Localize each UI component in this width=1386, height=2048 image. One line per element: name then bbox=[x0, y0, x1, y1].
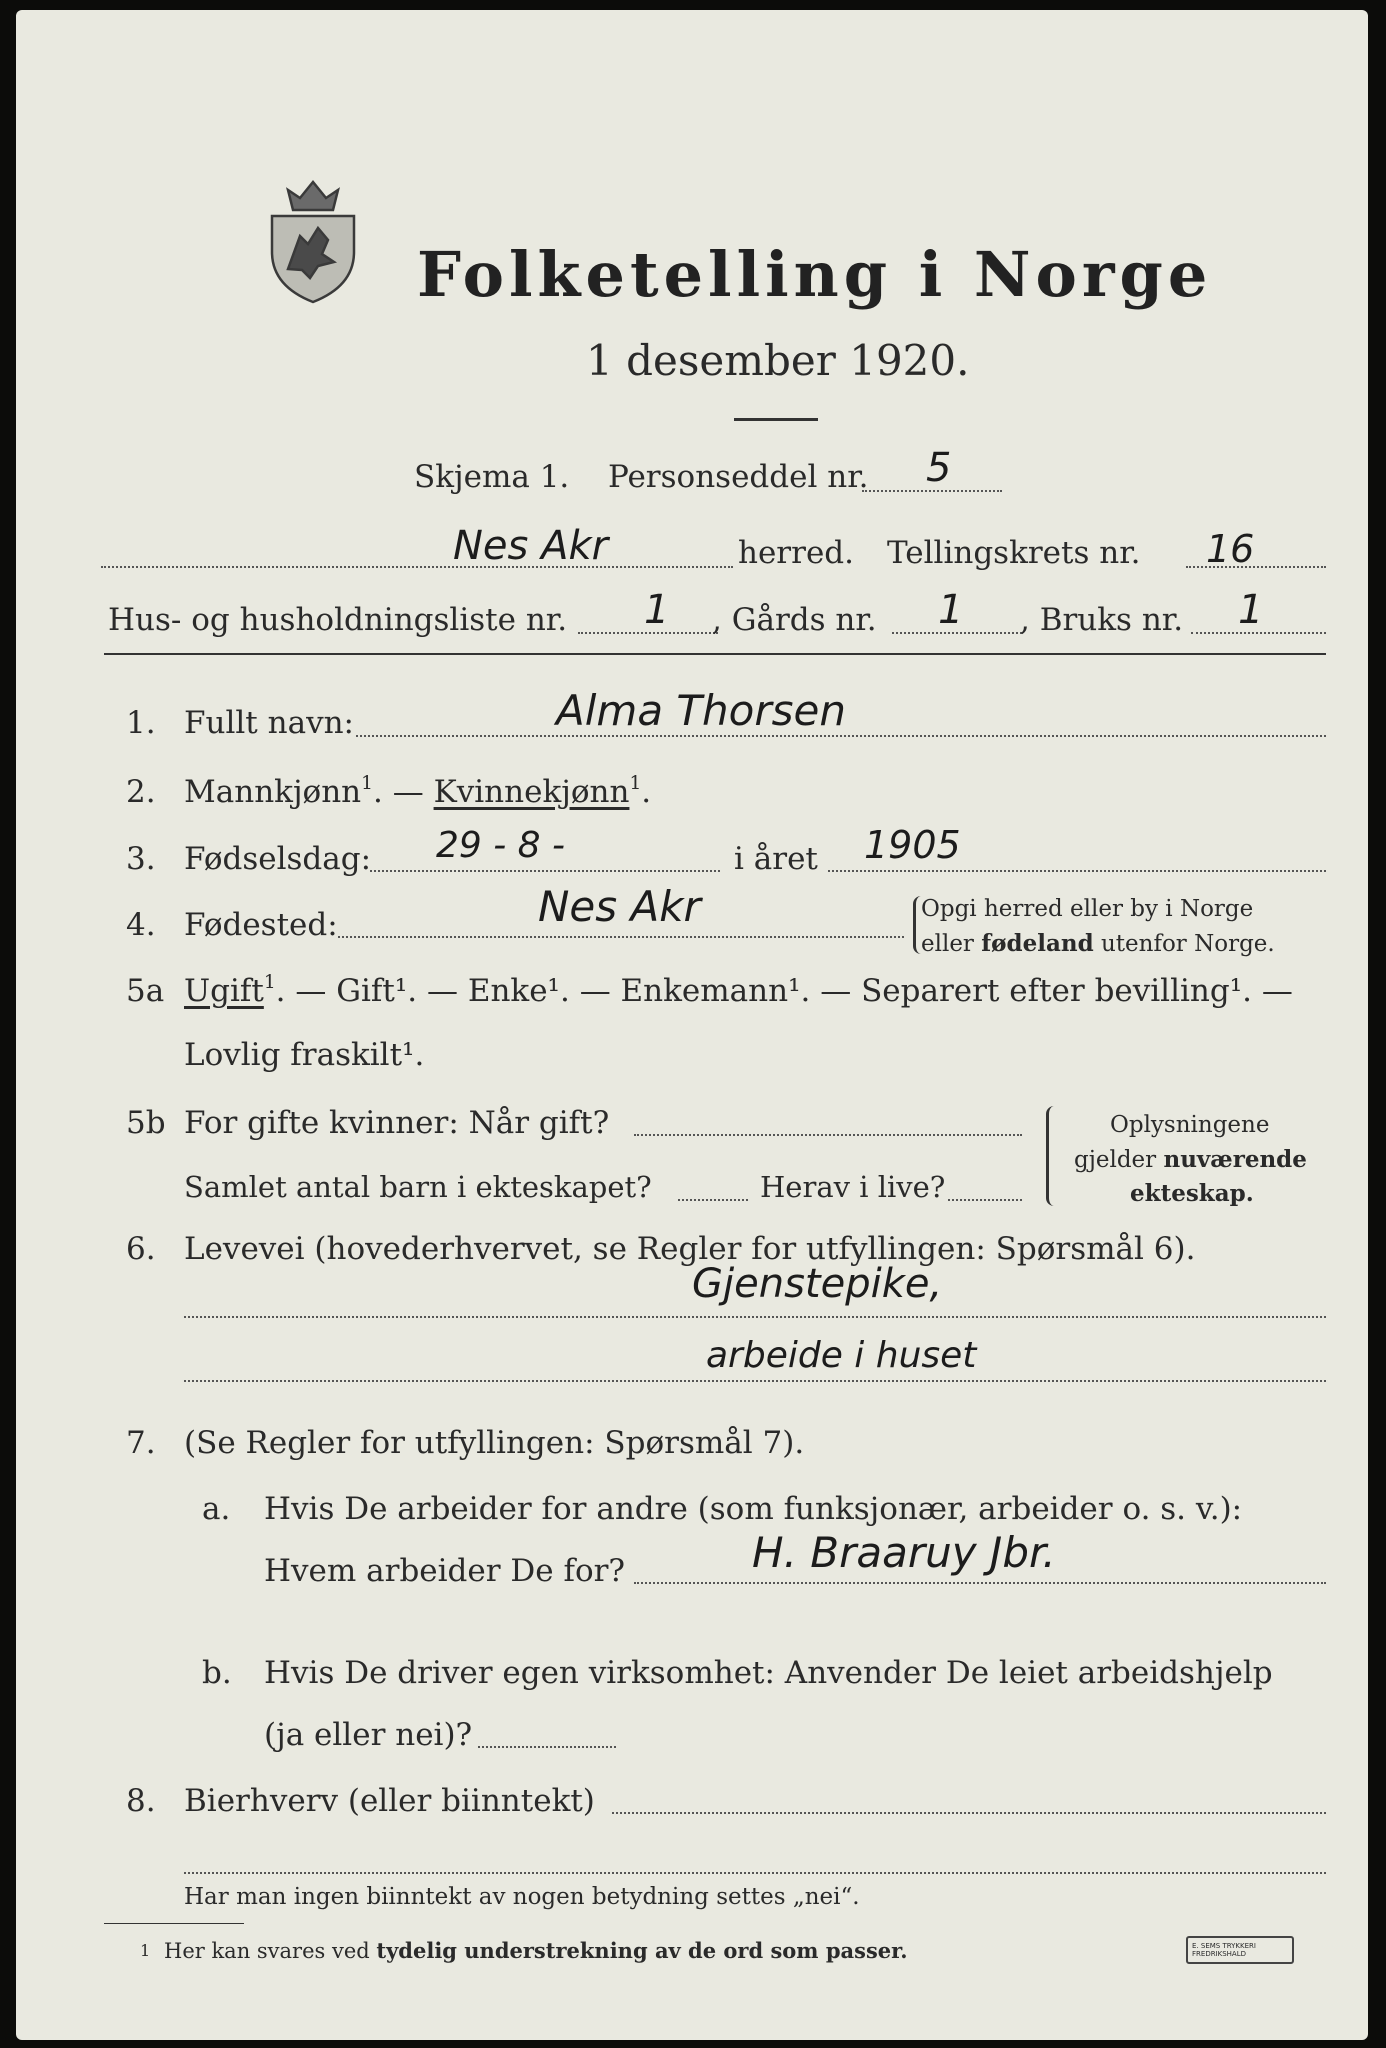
schema-label: Skjema 1. bbox=[414, 459, 570, 495]
q8-line1 bbox=[612, 1812, 1326, 1814]
q7a-label: Hvis De arbeider for andre (som funksjonær, arbeider o. s. v.): bbox=[264, 1491, 1243, 1527]
tellingskrets-value[interactable]: 16 bbox=[1206, 527, 1255, 571]
q3-day-line bbox=[370, 870, 720, 872]
footnote-text bbox=[164, 1940, 908, 1962]
q4-label: Fødested: bbox=[184, 907, 338, 943]
q3-year-label: i året bbox=[734, 841, 818, 877]
q6-label: Levevei (hovederhvervet, se Regler for utfyllingen: Spørsmål 6). bbox=[184, 1231, 1196, 1267]
q6-value-line1[interactable]: Gjenstepike, bbox=[692, 1261, 943, 1307]
census-form bbox=[16, 10, 1368, 2040]
q5b-bracket bbox=[1046, 1106, 1057, 1206]
printer-mark bbox=[1186, 1936, 1294, 1964]
bruks-label: , Bruks nr. bbox=[1020, 602, 1184, 638]
q5b-note3: ekteskap. bbox=[1130, 1180, 1254, 1207]
q5b-label2: Samlet antal barn i ekteskapet? bbox=[184, 1170, 652, 1204]
q5b-line3 bbox=[948, 1199, 1022, 1201]
q2-separator: — bbox=[382, 774, 434, 810]
q7-number: 7. bbox=[126, 1425, 156, 1461]
q4-line bbox=[338, 936, 904, 938]
q7a-line bbox=[634, 1582, 1326, 1584]
q7b-label2: (ja eller nei)? bbox=[264, 1717, 473, 1753]
q6-line2 bbox=[184, 1380, 1326, 1382]
q7-label: (Se Regler for utfyllingen: Spørsmål 7). bbox=[184, 1425, 805, 1461]
q1-line bbox=[356, 735, 1326, 737]
herred-line bbox=[101, 566, 733, 568]
q4-note-line1: Opgi herred eller by i Norge bbox=[921, 896, 1254, 922]
q6-number: 6. bbox=[126, 1231, 156, 1267]
footnote-number: 1 bbox=[140, 1941, 151, 1960]
q1-number: 1. bbox=[126, 705, 156, 741]
gards-value[interactable]: 1 bbox=[938, 587, 964, 633]
q2-mann-sup: 1 bbox=[361, 773, 373, 794]
q6-value-line2[interactable]: arbeide i huset bbox=[706, 1335, 977, 1376]
herred-value[interactable]: Nes Akr bbox=[453, 523, 609, 569]
husliste-label: Hus- og husholdningsliste nr. bbox=[108, 602, 568, 638]
coat-of-arms-icon bbox=[260, 174, 366, 306]
q2-sep: . bbox=[373, 774, 383, 810]
q5b-note2a: gjelder bbox=[1074, 1147, 1164, 1173]
q4-number: 4. bbox=[126, 907, 156, 943]
q2-kvinne[interactable]: Kvinnekjønn bbox=[433, 774, 630, 810]
herred-label: herred. bbox=[738, 535, 854, 571]
q4-note-line2 bbox=[921, 932, 1275, 956]
q5a-options bbox=[184, 972, 1293, 1009]
bruks-value[interactable]: 1 bbox=[1238, 587, 1264, 633]
q2-mann[interactable]: Mannkjønn bbox=[184, 774, 362, 810]
q4-note-b: fødeland bbox=[981, 930, 1094, 957]
q3-year-line bbox=[828, 870, 1326, 872]
footnote-b: tydelig understrekning av de ord som passer. bbox=[376, 1938, 908, 1963]
q5b-line1 bbox=[634, 1134, 1022, 1136]
q1-value[interactable]: Alma Thorsen bbox=[556, 686, 846, 735]
q5a-line2[interactable]: Lovlig fraskilt¹. bbox=[184, 1037, 425, 1073]
q7b-line bbox=[478, 1746, 616, 1748]
q4-value[interactable]: Nes Akr bbox=[538, 882, 701, 931]
q6-line1 bbox=[184, 1316, 1326, 1318]
form-date: 1 desember 1920. bbox=[586, 336, 970, 385]
q2-kvinne-sup: 1 bbox=[629, 773, 642, 794]
q4-note-c: utenfor Norge. bbox=[1093, 931, 1275, 957]
q5b-label1: For gifte kvinner: Når gift? bbox=[184, 1105, 610, 1141]
q3-label: Fødselsdag: bbox=[184, 841, 372, 877]
q5a-ugift[interactable]: Ugift bbox=[184, 973, 264, 1009]
q7a-value[interactable]: H. Braaruy Jbr. bbox=[752, 1528, 1056, 1577]
q2-number: 2. bbox=[126, 774, 156, 810]
q5b-line2 bbox=[678, 1199, 748, 1201]
form-title: Folketelling i Norge bbox=[417, 238, 1213, 311]
q3-day-value[interactable]: 29 - 8 - bbox=[436, 825, 566, 866]
q5b-label3: Herav i live? bbox=[760, 1170, 946, 1204]
q5b-note1: Oplysningene bbox=[1110, 1112, 1270, 1138]
section-rule bbox=[104, 653, 1326, 655]
q5b-note2 bbox=[1074, 1148, 1307, 1172]
printer-text: E. SEMS TRYKKERI FREDRIKSHALD bbox=[1192, 1942, 1256, 1958]
q5a-rest[interactable]: . — Gift¹. — Enke¹. — Enkemann¹. — Separert efter bevilling¹. — bbox=[275, 973, 1293, 1009]
q5b-note2b: nuværende bbox=[1163, 1146, 1307, 1173]
footnote-rule bbox=[104, 1923, 244, 1924]
tellingskrets-label: Tellingskrets nr. bbox=[887, 535, 1141, 571]
personseddel-value[interactable]: 5 bbox=[926, 445, 952, 491]
q3-year-value[interactable]: 1905 bbox=[864, 823, 961, 867]
q8-line2 bbox=[184, 1872, 1326, 1874]
q7b-label: Hvis De driver egen virksomhet: Anvender De leiet arbeidshjelp bbox=[264, 1655, 1273, 1691]
q3-number: 3. bbox=[126, 841, 156, 877]
q4-note-a: eller bbox=[921, 931, 982, 957]
q1-label: Fullt navn: bbox=[184, 705, 354, 741]
gards-label: , Gårds nr. bbox=[712, 602, 877, 638]
q5a-number: 5a bbox=[126, 973, 165, 1009]
q8-number: 8. bbox=[126, 1783, 156, 1819]
footer-note: Har man ingen biinntekt av nogen betydning settes „nei“. bbox=[184, 1884, 860, 1910]
q7a-number: a. bbox=[202, 1491, 231, 1527]
q2-end: . bbox=[641, 774, 652, 810]
q7b-number: b. bbox=[202, 1655, 232, 1691]
q7a-label2: Hvem arbeider De for? bbox=[264, 1553, 626, 1589]
q5a-ugift-sup: 1 bbox=[263, 972, 276, 993]
q5b-number: 5b bbox=[126, 1105, 166, 1141]
q2-options bbox=[184, 773, 652, 810]
husliste-value[interactable]: 1 bbox=[644, 587, 670, 633]
q8-label: Bierhverv (eller biinntekt) bbox=[184, 1783, 595, 1819]
footnote-a: Her kan svares ved bbox=[164, 1939, 377, 1963]
title-rule bbox=[734, 418, 818, 421]
personseddel-label: Personseddel nr. bbox=[608, 459, 869, 495]
